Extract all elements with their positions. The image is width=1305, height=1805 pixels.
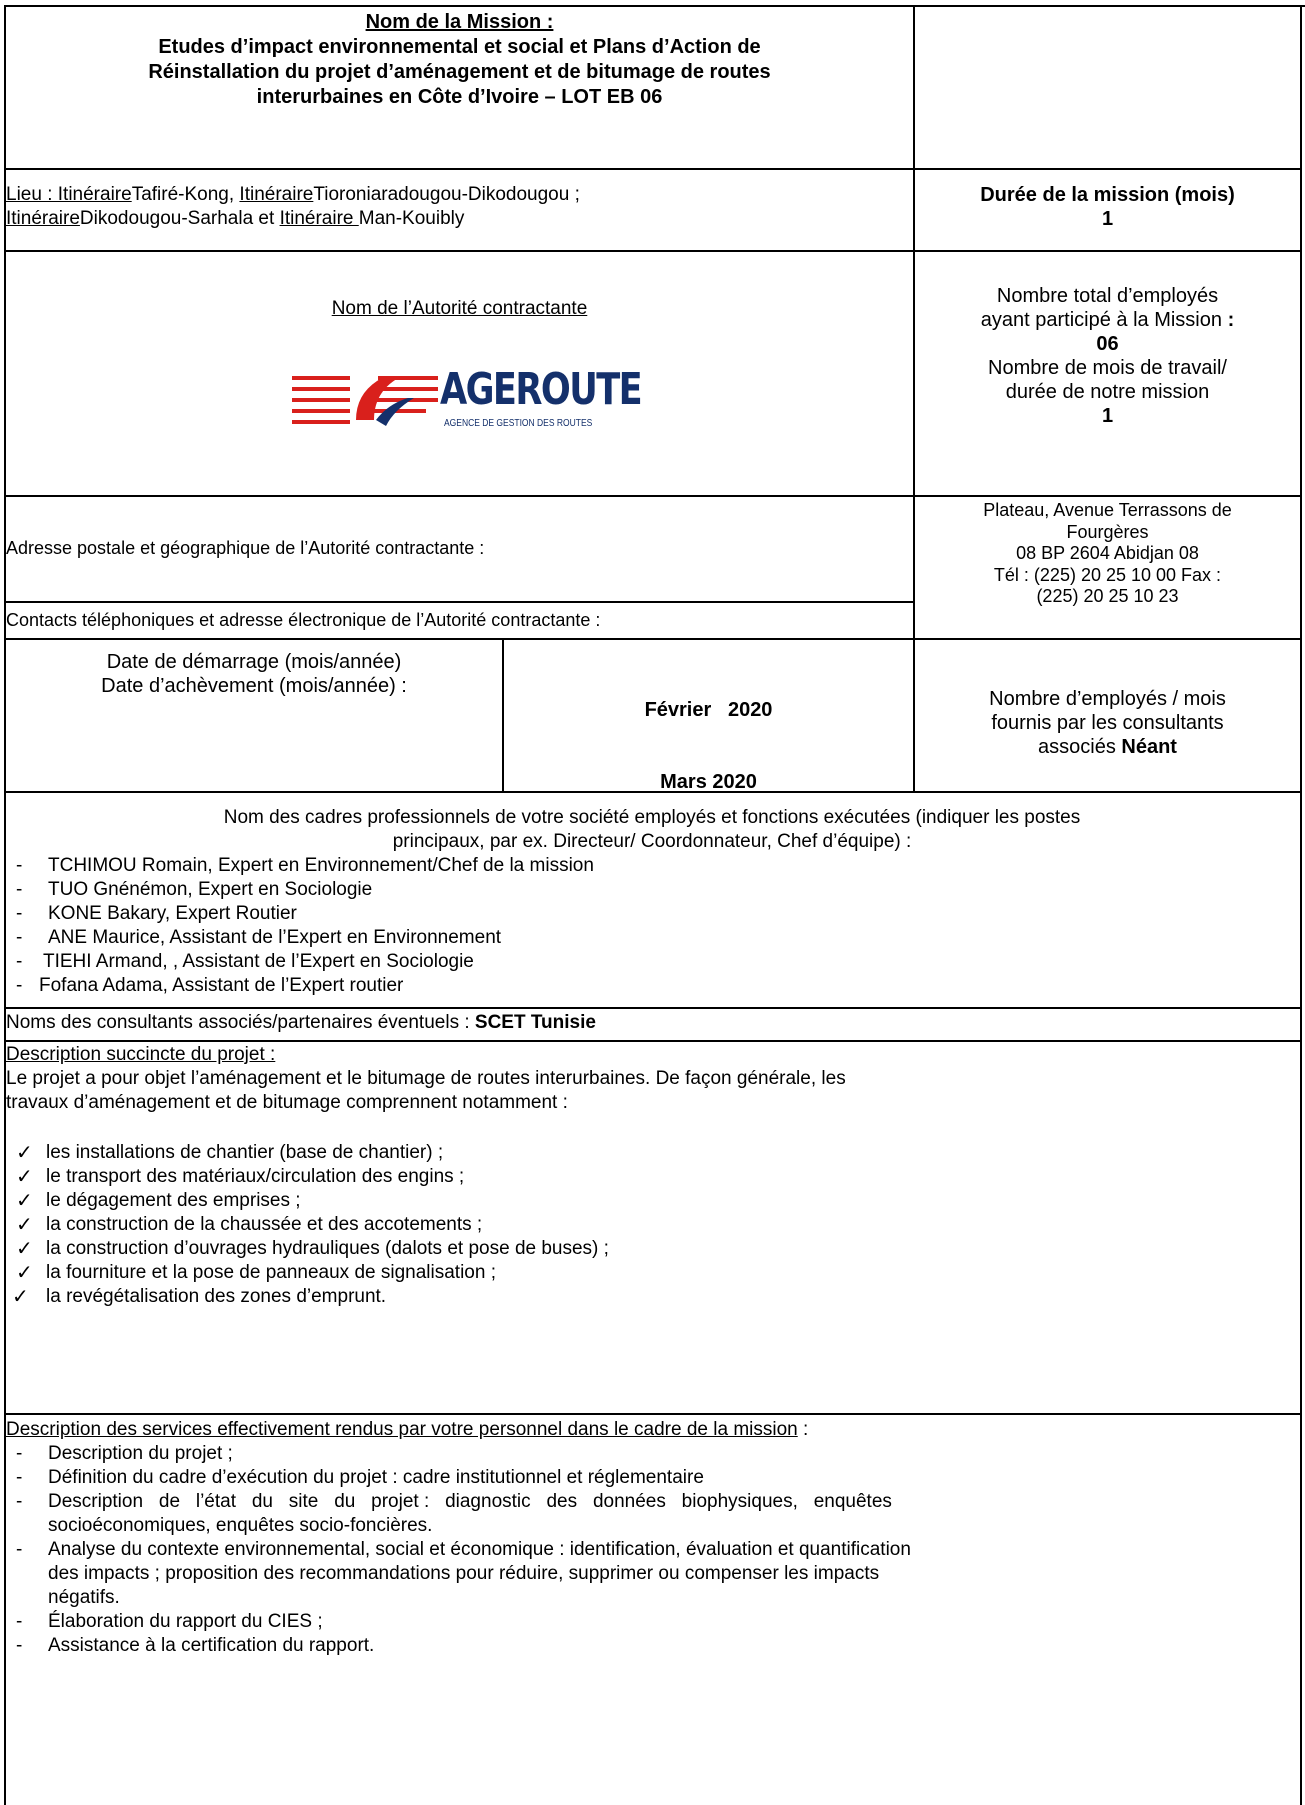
address-label-cell: [6, 538, 911, 559]
end-date-value: Mars 2020: [660, 771, 757, 793]
duration-cell: [915, 183, 1300, 231]
employees-count: 06: [1096, 333, 1119, 355]
staff-item: - Fofana Adama, Assistant de l’Expert routier: [16, 975, 404, 996]
staff-item: - KONE Bakary, Expert Routier: [16, 903, 297, 924]
project-works-item: ✓ le transport des matériaux/circulation des engins ;: [16, 1166, 465, 1188]
partners-value: SCET Tunisie: [474, 1012, 596, 1033]
services-list: [6, 1442, 1296, 1658]
services-item: - Analyse du contexte environnemental, social et économique : identification, évaluation et quantification: [16, 1539, 911, 1560]
services-item: - Assistance à la certification du rapport.: [16, 1635, 375, 1656]
location-line: [6, 183, 911, 207]
address-value-cell: [915, 500, 1300, 608]
mission-title-cell: [6, 10, 913, 110]
end-date-label: Date d’achèvement (mois/année) :: [101, 675, 407, 697]
staff-item: - TIEHI Armand, , Assistant de l’Expert en Sociologie: [16, 951, 474, 972]
staff-item: - TCHIMOU Romain, Expert en Environnement/Chef de la mission: [16, 855, 594, 876]
staff-cell: [6, 806, 1298, 998]
project-works-item: ✓ le dégagement des emprises ;: [16, 1190, 301, 1212]
associates-count-value: Néant: [1121, 736, 1177, 758]
services-item: - Description du projet ;: [16, 1443, 233, 1464]
divider-row-1: [4, 168, 1302, 170]
divider-row-4: [4, 638, 1302, 640]
employees-cell: [915, 284, 1300, 428]
check-icon: ✓: [16, 1142, 33, 1164]
divider-row-8: [4, 1413, 1302, 1415]
location-text: Tioroniaradougou-Dikodougou ;: [313, 184, 580, 205]
services-item-continued: négatifs.: [48, 1587, 120, 1608]
location-text: Dikodougou-Sarhala et: [79, 208, 280, 229]
associates-count-label: Nombre d’employés / mois: [989, 688, 1226, 710]
location-text: Man-Kouibly: [358, 208, 465, 229]
address-line: 08 BP 2604 Abidjan 08: [1016, 543, 1199, 563]
divider-row-2: [4, 250, 1302, 252]
address-line: Plateau, Avenue Terrassons de: [983, 500, 1232, 520]
associates-count-label-2: fournis par les consultants: [991, 712, 1224, 734]
check-icon: ✓: [16, 1214, 33, 1236]
duration-value: 1: [1101, 208, 1114, 230]
work-months-value: 1: [1101, 405, 1114, 427]
divider-address-contacts: [4, 601, 915, 603]
project-paragraph: Le projet a pour objet l’aménagement et le bitumage de routes interurbaines. De façon générale, les travaux d’aménagement et de bitumage comprennent notamment :: [6, 1068, 846, 1113]
staff-item: - ANE Maurice, Assistant de l’Expert en Environnement: [16, 927, 502, 948]
services-cell: [6, 1418, 1296, 1658]
staff-intro: Nom des cadres professionnels de votre société employés et fonctions exécutées (indiquer les postes principaux, par ex. Directeur/ Coordonnateur, Chef d’équipe) :: [223, 807, 1081, 852]
ageroute-logo-text: AGEROUTE: [440, 364, 642, 415]
project-works-item: ✓ la fourniture et la pose de panneaux de signalisation ;: [16, 1262, 496, 1284]
mission-heading: Nom de la Mission :: [365, 11, 554, 33]
duration-label: Durée de la mission (mois): [980, 184, 1235, 206]
project-works-item: ✓ la construction de la chaussée et des accotements ;: [16, 1214, 483, 1236]
address-line: Tél : (225) 20 25 10 00 Fax :: [993, 564, 1222, 585]
staff-item: - TUO Gnénémon, Expert en Sociologie: [16, 879, 373, 900]
services-item-continued: des impacts ; proposition des recommandations pour réduire, supprimer ou compenser les impacts: [48, 1563, 880, 1584]
address-label: Adresse postale et géographique de l’Autorité contractante :: [6, 538, 485, 558]
work-months-label: Nombre de mois de travail/: [988, 357, 1227, 379]
address-line: Fourgères: [1066, 521, 1149, 542]
associates-count-cell: [915, 687, 1300, 759]
partners-label: Noms des consultants associés/partenaires éventuels :: [6, 1012, 475, 1033]
address-line: (225) 20 25 10 23: [1036, 586, 1179, 606]
ageroute-logo-subtext: AGENCE DE GESTION DES ROUTES: [444, 418, 593, 429]
location-label: Itinéraire: [239, 184, 314, 205]
services-item: - Description de l’état du site du projet : diagnostic des données biophysiques, enquêtes: [16, 1491, 892, 1512]
project-heading: Description succincte du projet :: [6, 1044, 276, 1065]
staff-list: [6, 854, 1298, 998]
work-months-label-2: durée de notre mission: [1005, 381, 1210, 403]
project-works-item: ✓ les installations de chantier (base de chantier) ;: [16, 1142, 444, 1164]
contacts-label-cell: [6, 610, 911, 631]
location-cell: [6, 183, 911, 231]
services-item-continued: socioéconomiques, enquêtes socio-foncières.: [48, 1515, 433, 1536]
check-icon: ✓: [16, 1166, 33, 1188]
partners-cell: [6, 1012, 1298, 1034]
location-label: Lieu : Itinéraire: [6, 184, 132, 205]
border-right: [1300, 5, 1302, 1805]
services-heading: Description des services effectivement rendus par votre personnel dans le cadre de la mission: [6, 1419, 798, 1440]
location-line: [6, 207, 911, 231]
employees-total-label: Nombre total d’employés: [996, 285, 1219, 307]
project-works-item: ✓ la revégétalisation des zones d’emprunt.: [12, 1286, 387, 1308]
services-heading-line: Description des services effectivement rendus par votre personnel dans le cadre de la mission :: [6, 1419, 809, 1440]
location-text: Tafiré-Kong,: [131, 184, 240, 205]
services-item: - Définition du cadre d’exécution du projet : cadre institutionnel et réglementaire: [16, 1467, 704, 1488]
check-icon: ✓: [16, 1262, 33, 1284]
ageroute-logo: [290, 360, 650, 440]
associates-count-label-3: associés Néant: [1038, 736, 1177, 758]
divider-row-3: [4, 495, 1302, 497]
employees-total-label-2: ayant participé à la Mission :: [980, 309, 1235, 331]
start-date-value: Février 2020: [644, 699, 773, 721]
contacts-label: Contacts téléphoniques et adresse électronique de l’Autorité contractante :: [6, 610, 601, 630]
project-works-item: ✓ la construction d’ouvrages hydrauliques (dalots et pose de buses) ;: [16, 1238, 609, 1260]
project-works-list: [6, 1141, 1296, 1309]
mission-title-line: Etudes d’impact environnemental et social et Plans d’Action de: [158, 36, 761, 58]
check-icon: ✓: [16, 1238, 33, 1260]
dates-label-cell: [6, 650, 502, 698]
location-label: Itinéraire: [279, 208, 359, 229]
check-icon: ✓: [16, 1190, 33, 1212]
start-date-label: Date de démarrage (mois/année): [106, 651, 402, 673]
services-item: - Élaboration du rapport du CIES ;: [16, 1611, 323, 1632]
authority-label-cell: [6, 298, 913, 320]
divider-row-6: [4, 1007, 1302, 1009]
location-label: Itinéraire: [6, 208, 80, 229]
border-top: [4, 5, 1305, 7]
authority-label: Nom de l’Autorité contractante: [331, 298, 588, 319]
check-icon: ✓: [12, 1286, 29, 1308]
divider-row-7: [4, 1040, 1302, 1042]
mission-title-line: interurbaines en Côte d’Ivoire – LOT EB 06: [256, 86, 663, 108]
mission-title-line: Réinstallation du projet d’aménagement et de bitumage de routes: [148, 61, 771, 83]
project-cell: [6, 1043, 1296, 1309]
